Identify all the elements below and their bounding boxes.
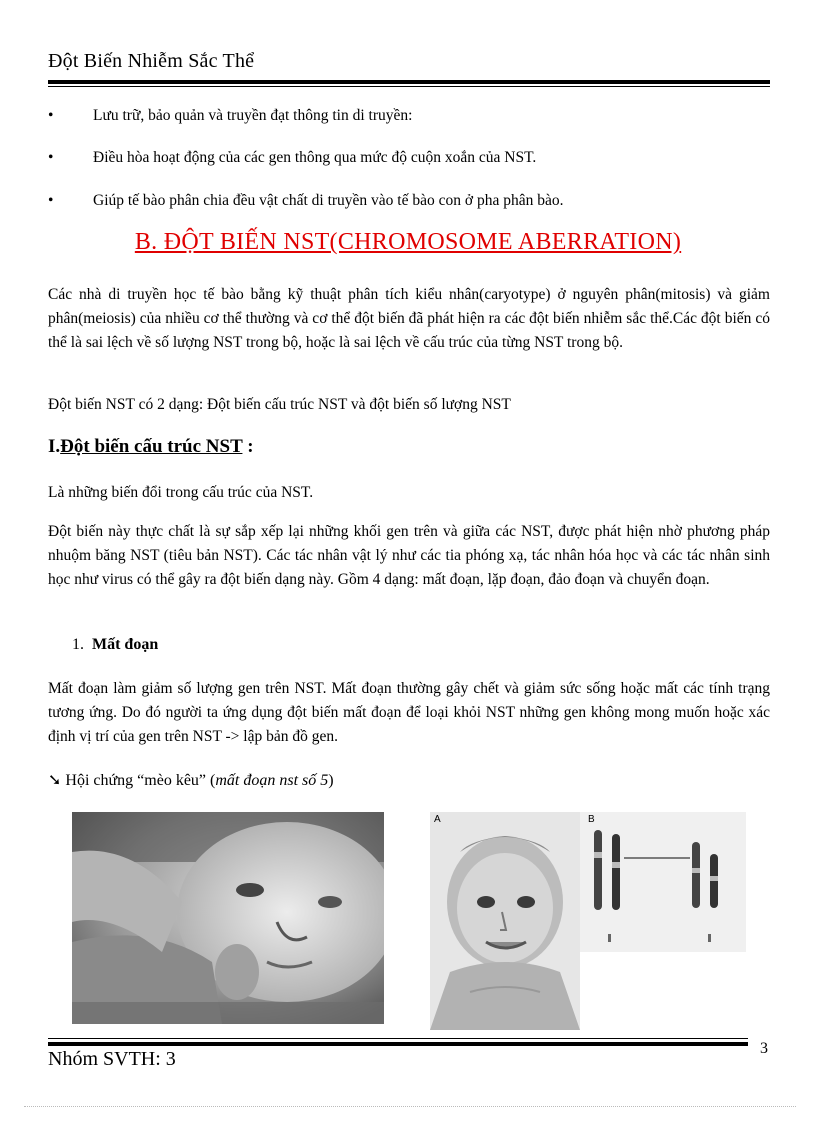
figure-label-b: B — [588, 814, 595, 825]
bullet-text: Điều hòa hoạt động của các gen thông qua mức độ cuộn xoắn của NST. — [93, 149, 537, 166]
subsection-title: Mất đoạn — [92, 636, 159, 653]
page-bottom-dotted-edge — [24, 1106, 796, 1107]
bullet-text: Giúp tế bào phân chia đều vật chất di truyền vào tế bào con ở pha phân bào. — [93, 192, 564, 209]
bullet-text: Lưu trữ, bảo quản và truyền đạt thông tin di truyền: — [93, 107, 413, 124]
deletion-paragraph: Mất đoạn làm giảm số lượng gen trên NST. Mất đoạn thường gây chết và giảm sức sống hoặc mất các tính trạng tương ứng. Do đó người ta ứng dụng đột biến mất đoạn để loại khỏi NST những gen không mong muốn hoặc xác định vị trí của gen trên NST -> lập bản đồ gen. — [48, 680, 770, 745]
footer-rule-thick — [48, 1042, 748, 1046]
intro-paragraph: Các nhà di truyền học tế bào bằng kỹ thuật phân tích kiểu nhân(caryotype) ở nguyên phân(mitosis) và giảm phân(meiosis) của nhiều cơ thể thường và cơ thể đột biến đã phát hiện ra các đột biến nhiễm sắc thể.Các đột biến có thể là sai lệch về số lượng NST trong bộ, hoặc là sai lệch về cấu trúc của từng NST trong bộ. — [48, 286, 770, 351]
child-photo-panel-a — [430, 812, 580, 1030]
infant-photo-left — [72, 812, 384, 1024]
bullet-icon: • — [48, 192, 54, 209]
chromosome-diagram-panel-b — [580, 812, 746, 952]
figure-label-a: A — [434, 814, 441, 825]
page-number: 3 — [760, 1040, 768, 1057]
header-rule-thin — [48, 86, 770, 87]
section-i-prefix: I. — [48, 436, 61, 457]
section-b-heading: B. ĐỘT BIẾN NST(CHROMOSOME ABERRATION) — [134, 229, 682, 255]
detail-paragraph: Đột biến này thực chất là sự sắp xếp lại những khối gen trên và giữa các NST, được phát hiện nhờ phương pháp nhuộm băng NST (tiêu bản NST). Các tác nhân vật lý như các tia phóng xạ, tác nhân hóa học và các tác nhân sinh học như virus có thể gây ra đột biến dạng này. Gồm 4 dạng: mất đoạn, lặp đoạn, đảo đoạn và chuyển đoạn. — [48, 523, 770, 588]
chromosome-image — [580, 812, 746, 952]
syndrome-italic: mất đoạn nst số 5 — [215, 772, 329, 789]
syndrome-text: Hội chứng “mèo kêu” ( — [65, 772, 216, 789]
arrow-bullet-icon: ➘ — [48, 772, 62, 789]
header-rule-thick — [48, 80, 770, 84]
section-i-title: Đột biến cấu trúc NST — [60, 436, 243, 457]
bullet-icon: • — [48, 149, 54, 166]
child-photo-image — [430, 812, 580, 1030]
subsection-number: 1. — [72, 636, 84, 653]
subsection-1-heading — [72, 636, 158, 654]
bullet-icon: • — [48, 107, 54, 124]
infant-photo-left-image — [72, 812, 384, 1024]
syndrome-line — [48, 770, 334, 790]
footer-rule-thin — [48, 1038, 748, 1039]
page-header-title: Đột Biến Nhiễm Sắc Thể — [48, 50, 255, 72]
types-paragraph: Đột biến NST có 2 dạng: Đột biến cấu trúc NST và đột biến số lượng NST — [48, 396, 511, 413]
footer-group-label: Nhóm SVTH: 3 — [48, 1048, 176, 1070]
definition-paragraph: Là những biến đổi trong cấu trúc của NST. — [48, 484, 314, 501]
section-i-heading — [48, 436, 254, 458]
syndrome-close: ) — [328, 772, 334, 789]
section-i-suffix: : — [247, 436, 254, 457]
